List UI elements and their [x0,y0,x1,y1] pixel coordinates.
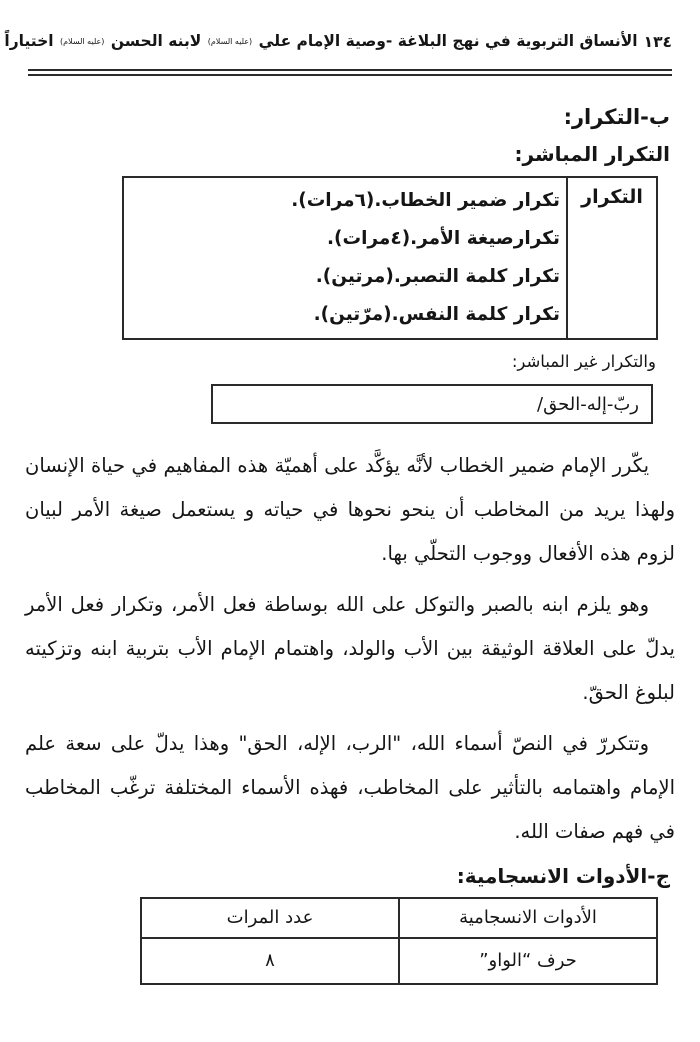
indirect-repetition-content: ربّ-إله-الحق/ [537,393,639,415]
paragraph: وتتكررّ في النصّ أسماء الله، "الرب، الإله، الحق" وهذا يدلّ على سعة علم الإمام واهتمامه بالتأثير على المخاطب، فهذه الأسماء المختلفة ترغّب المخاطب في فهم صفات الله. [25,732,675,843]
paragraph: يكّرر الإمام ضمير الخطاب لأنَّه يؤكَّد على أهميّة هذه المفاهيم في حياة الإنسان ولهذا يريد من المخاطب أن ينحو نحوها في حياته و يستعمل صيغة الأمر لبيان لزوم هذه الأفعال ووجوب التحلّي بها. [25,454,675,565]
header-divider [28,69,672,76]
direct-repetition-table [122,176,658,340]
table-row: تكرار كلمة النفس.(مرّتين). [313,304,560,325]
section-c-heading: ج-الأدوات الانسجامية: [456,864,670,888]
honorific-mark: (عليه السلام) [207,37,253,46]
honorific-mark: (عليه السلام) [59,37,105,46]
header-title-part3: اختياراً [4,32,59,50]
table-row: تكرارصيغة الأمر.(٤مرات). [327,228,560,249]
page-number: ١٣٤ [643,33,672,51]
running-header [0,0,700,59]
table-row: تكرار كلمة التصبر.(مرتين). [315,266,560,287]
body-text [25,444,675,854]
table-row-header: التكرار [566,178,656,338]
direct-repetition-heading: التكرار المباشر: [514,142,670,166]
cohesion-tools-table [140,897,658,985]
indirect-repetition-box [211,384,653,424]
table-row [142,939,656,983]
count-header-cell: عدد المرات [226,907,314,928]
header-title-part1: الأنساق التربوية في نهج البلاغة -وصية الإمام علي [253,32,638,50]
table-header-row [142,899,656,939]
indirect-repetition-caption: والتكرار غير المباشر: [511,352,656,371]
tool-cell: حرف “الواو” [398,939,656,983]
table-row: تكرار ضمير الخطاب.(٦مرات). [291,190,560,211]
count-cell: ٨ [265,950,275,971]
paragraph: وهو يلزم ابنه بالصبر والتوكل على الله بوساطة فعل الأمر، وتكرار فعل الأمر يدلّ على العلاقة الوثيقة بين الأب والولد، واهتمام الإمام الأب بتربية ابنه وتزكيته لبلوغ الحقّ. [25,593,675,704]
tools-header-cell: الأدوات الانسجامية [398,899,656,937]
header-title [4,24,637,59]
header-title-part2: لابنه الحسن [105,32,207,50]
table-content-cell [124,178,566,338]
section-b-heading: ب-التكرار: [563,105,670,129]
